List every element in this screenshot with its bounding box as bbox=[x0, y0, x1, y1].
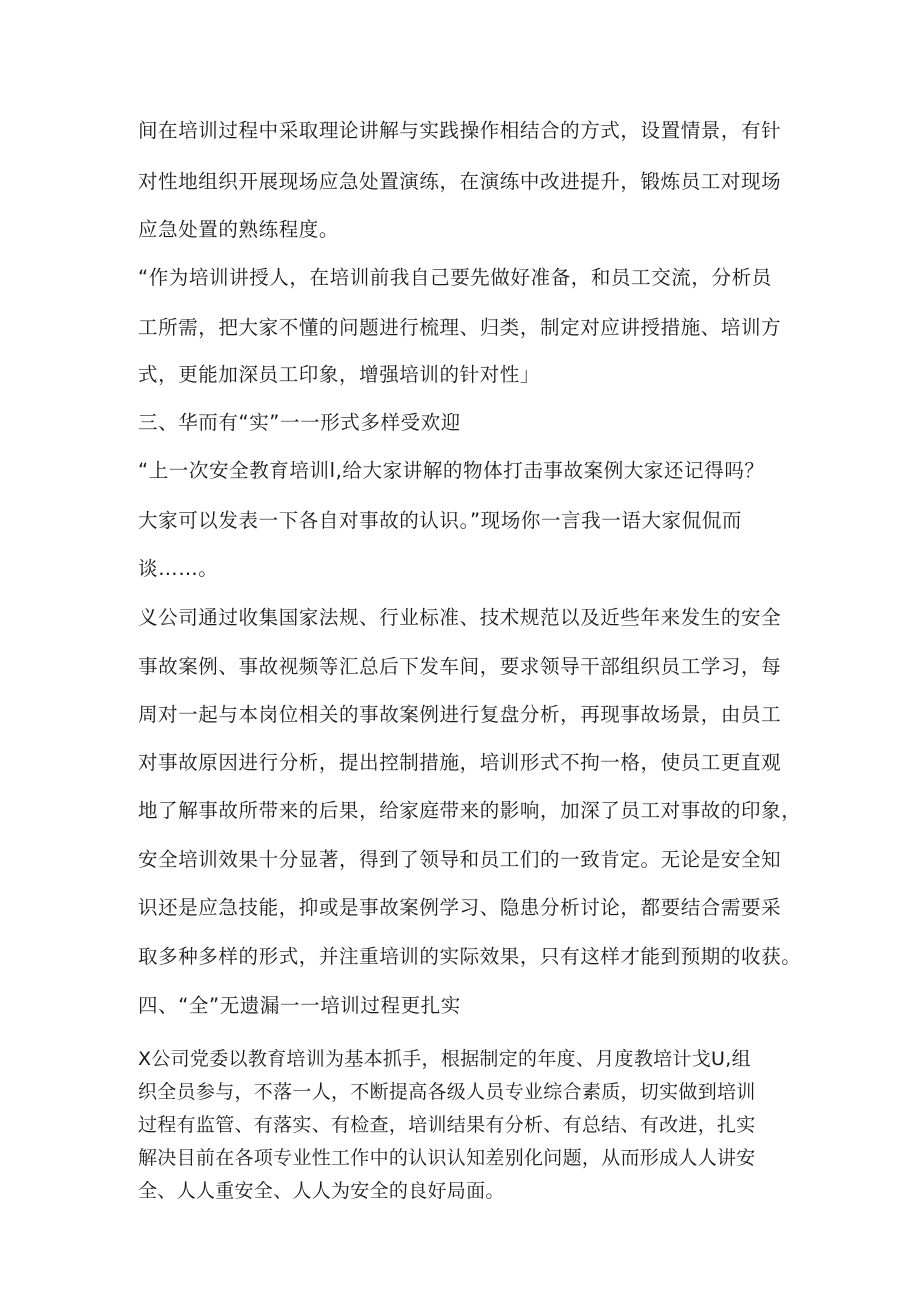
paragraph-line: 全、人人重安全、人人为安全的良好局面。 bbox=[138, 1180, 505, 1202]
paragraph-line: 周对一起与本岗位相关的事故案例进行复盘分析，再现事故场景，由员工 bbox=[138, 703, 782, 726]
paragraph-line: 工所需，把大家不懂的问题进行梳理、归类，制定对应讲授措施、培训方 bbox=[138, 316, 782, 339]
paragraph-line: 取多种多样的形式，并注重培训的实际效果，只有这样才能到预期的收获。 bbox=[138, 945, 802, 968]
paragraph-line: 安全培训效果十分显著，得到了领导和员工们的一致肯定。无论是安全知 bbox=[138, 848, 782, 871]
paragraph-line: 事故案例、事故视频等汇总后下发车间，要求领导干部组织员工学习，每 bbox=[138, 655, 782, 678]
section-heading: 三、华而有“实”一一形式多样受欢迎 bbox=[138, 411, 461, 434]
paragraph-line: 谈……。 bbox=[138, 557, 219, 580]
paragraph-line: 应急处置的熟练程度。 bbox=[138, 218, 340, 241]
paragraph-line: 识还是应急技能，抑或是事故案例学习、隐患分析讨论，都要结合需要采 bbox=[138, 896, 782, 919]
paragraph-line: 大家可以发表一下各自对事故的认识。”现场你一言我一语大家侃侃而 bbox=[138, 509, 742, 532]
paragraph-line: 地了解事故所带来的后果，给家庭带来的影响，加深了员工对事故的印象， bbox=[138, 799, 802, 822]
section-heading: 四、“全”无遗漏一一培训过程更扎实 bbox=[138, 994, 461, 1017]
paragraph-line: 间在培训过程中采取理论讲解与实践操作相结合的方式，设置情景，有针 bbox=[138, 119, 782, 142]
paragraph-line: 织全员参与，不落一人，不断提高各级人员专业综合素质，切实做到培训 bbox=[138, 1081, 756, 1103]
paragraph-line: 对性地组织开展现场应急处置演练，在演练中改进提升，锻炼员工对现场 bbox=[138, 170, 782, 193]
paragraph-line: 过程有监管、有落实、有检查，培训结果有分析、有总结、有改进，扎实 bbox=[138, 1114, 756, 1136]
paragraph-line: 式，更能加深员工印象，增强培训的针对性」 bbox=[138, 363, 541, 386]
paragraph-line: 义公司通过收集国家法规、行业标准、技术规范以及近些年来发生的安全 bbox=[138, 606, 782, 629]
paragraph-line: “上一次安全教育培训l,给大家讲解的物体打击事故案例大家还记得吗？ bbox=[138, 459, 765, 482]
paragraph-line: 解决目前在各项专业性工作中的认识认知差别化问题，从而形成人人讲安 bbox=[138, 1147, 756, 1169]
paragraph-line: “作为培训讲授人，在培训前我自己要先做好准备，和员工交流，分析员 bbox=[138, 266, 772, 289]
paragraph-line: X公司党委以教育培训为基本抓手，根据制定的年度、月度教培计戈U,组 bbox=[138, 1048, 751, 1070]
paragraph-line: 对事故原因进行分析，提出控制措施，培训形式不拘一格，使员工更直观 bbox=[138, 751, 782, 774]
